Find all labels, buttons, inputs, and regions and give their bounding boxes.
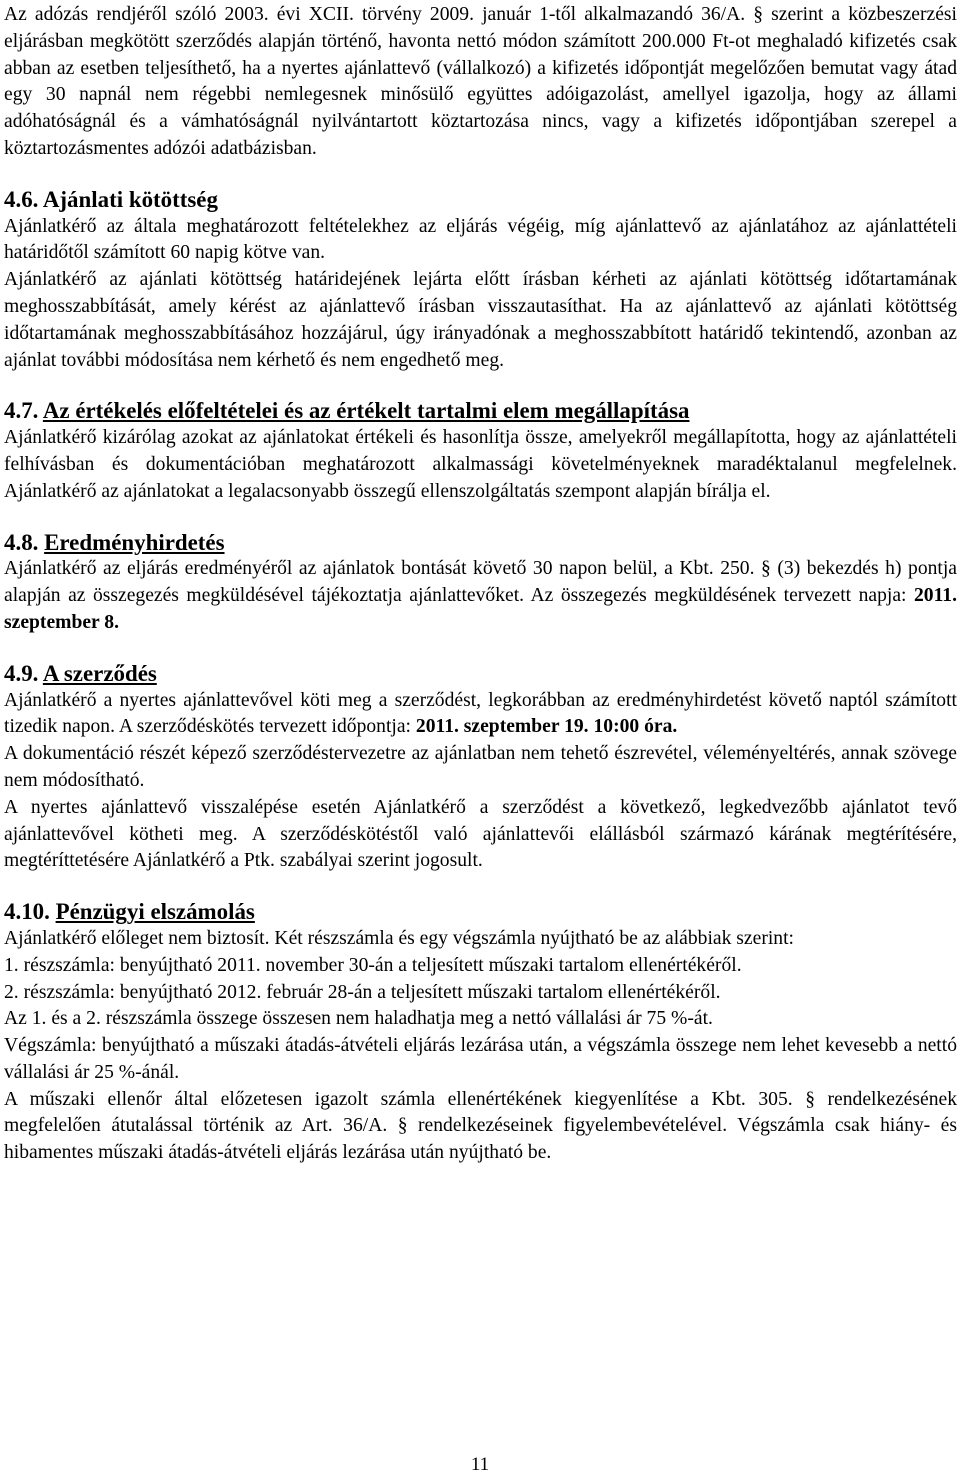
section-number: 4.10.	[4, 899, 50, 925]
list-item: 2. részszámla: benyújtható 2012. február 28-án a teljesített műszaki tartalom ellenértékéről.	[4, 981, 721, 1003]
section-title: Az értékelés előfeltételei és az értékelt tartalmi elem megállapítása	[42, 398, 690, 424]
paragraph: A műszaki ellenőr által előzetesen igazolt számla ellenértékének kiegyenlítése a Kbt. 305. § rendelkezésének megfelelően átutalással történik az Art. 36/A. § rendelkezéseinek figyelembevételével. Végszámla csak hiány- és hibamentes műszaki átadás-átvételi eljárás lezárása után nyújtható be.	[4, 1088, 957, 1164]
paragraph-text: Ajánlatkérő az eljárás eredményéről az ajánlatok bontását követő 30 napon belül, a Kbt. 250. § (3) bekezdés h) pontja alapján az összegezés megküldésével tájékoztatja ajánlattevőket. Az összegezés megküldésének tervezett napja:	[4, 558, 957, 607]
section-number: 4.9.	[4, 660, 39, 686]
paragraph: Végszámla: benyújtható a műszaki átadás-átvételi eljárás lezárása után, a végszámla összege nem lehet kevesebb a nettó vállalási ár 25 %-ánál.	[4, 1035, 957, 1083]
section-heading-4-6	[4, 187, 957, 214]
paragraph-text: Ajánlatkérő a nyertes ajánlattevővel köti meg a szerződést, legkorábban az eredményhirdetést követő naptól számított tizedik napon. A szerződéskötés tervezett időpontja:	[4, 689, 957, 738]
paragraph: A nyertes ajánlattevő visszalépése esetén Ajánlatkérő a szerződést a következő, legkedvezőbb ajánlatot tevő ajánlattevővel kötheti meg. A szerződéskötéstől való ajánlattevői elállásból származó kárának megtérítésére, megtéríttetésére Ajánlatkérő a Ptk. szabályai szerint jogosult.	[4, 796, 957, 872]
date-bold: 2011. szeptember 8.	[4, 585, 957, 633]
list-item: 1. részszámla: benyújtható 2011. november 30-án a teljesített műszaki tartalom ellenértékéről.	[4, 954, 742, 976]
paragraph	[4, 556, 957, 636]
date-bold: 2011. szeptember 19. 10:00 óra.	[415, 716, 678, 738]
paragraph: Ajánlatkérő előleget nem biztosít. Két részszámla és egy végszámla nyújtható be az alábbiak szerint:	[4, 927, 794, 949]
section-number: 4.7.	[4, 398, 39, 424]
section-number: 4.6.	[4, 186, 39, 212]
section-title: Pénzügyi elszámolás	[55, 899, 255, 925]
section-heading-4-7	[4, 398, 957, 425]
section-number: 4.8.	[4, 529, 39, 555]
paragraph: Ajánlatkérő az általa meghatározott feltételekhez az eljárás végéig, míg ajánlattevő az ajánlatához az ajánlattételi határidőtől számított 60 napig kötve van.	[4, 215, 957, 264]
page-number: 11	[470, 1454, 490, 1475]
paragraph: Ajánlatkérő az ajánlati kötöttség határidejének lejárta előtt írásban kérheti az ajánlati kötöttség időtartamának meghosszabbítását, amely kérést az ajánlattevő írásban visszautasíthat. Ha az ajánlattevő az ajánlati kötöttség időtartamának meghosszabbításához hozzájárul, úgy irányadónak a meghosszabbított határidő tekintendő, azonban az ajánlat további módosítása nem kérhető és nem engedhető meg.	[4, 269, 957, 371]
section-heading-4-8	[4, 530, 957, 557]
section-title: Eredményhirdetés	[44, 529, 225, 555]
section-title: A szerződés	[42, 660, 157, 686]
intro-paragraph: Az adózás rendjéről szóló 2003. évi XCII. törvény 2009. január 1-től alkalmazandó 36/A. § szerint a közbeszerzési eljárásban megkötött szerződés alapján történő, havonta nettó módon számított 200.000 Ft-ot meghaladó kifizetés csak abban az esetben teljesíthető, ha a nyertes ajánlattevő (vállalkozó) a kifizetés időpontját megelőzően bemutat vagy átad egy 30 napnál nem régebbi nemlegesnek minősülő együttes adóigazolást, amellyel igazolja, hogy az állami adóhatóságnál és a vámhatóságnál nyilvántartott köztartozása nincs, vagy a kifizetés időpontjában szerepel a köztartozásmentes adózói adatbázisban.	[4, 4, 957, 159]
list-item: Az 1. és a 2. részszámla összege összesen nem haladhatja meg a nettó vállalási ár 75 %-át.	[4, 1008, 713, 1030]
paragraph	[4, 688, 957, 742]
document-page	[4, 0, 957, 1167]
section-title: Ajánlati kötöttség	[42, 186, 218, 212]
paragraph: Ajánlatkérő kizárólag azokat az ajánlatokat értékeli és hasonlítja össze, amelyekről megállapította, hogy az ajánlattételi felhívásban és dokumentációban meghatározott alkalmassági követelményeknek maradéktalanul megfelelnek. Ajánlatkérő az ajánlatokat a legalacsonyabb összegű ellenszolgáltatás szempont alapján bírálja el.	[4, 427, 957, 502]
section-heading-4-10	[4, 899, 957, 926]
paragraph: A dokumentáció részét képező szerződéstervezetre az ajánlatban nem tehető észrevétel, véleményeltérés, annak szövege nem módosítható.	[4, 743, 957, 791]
section-heading-4-9	[4, 661, 957, 688]
